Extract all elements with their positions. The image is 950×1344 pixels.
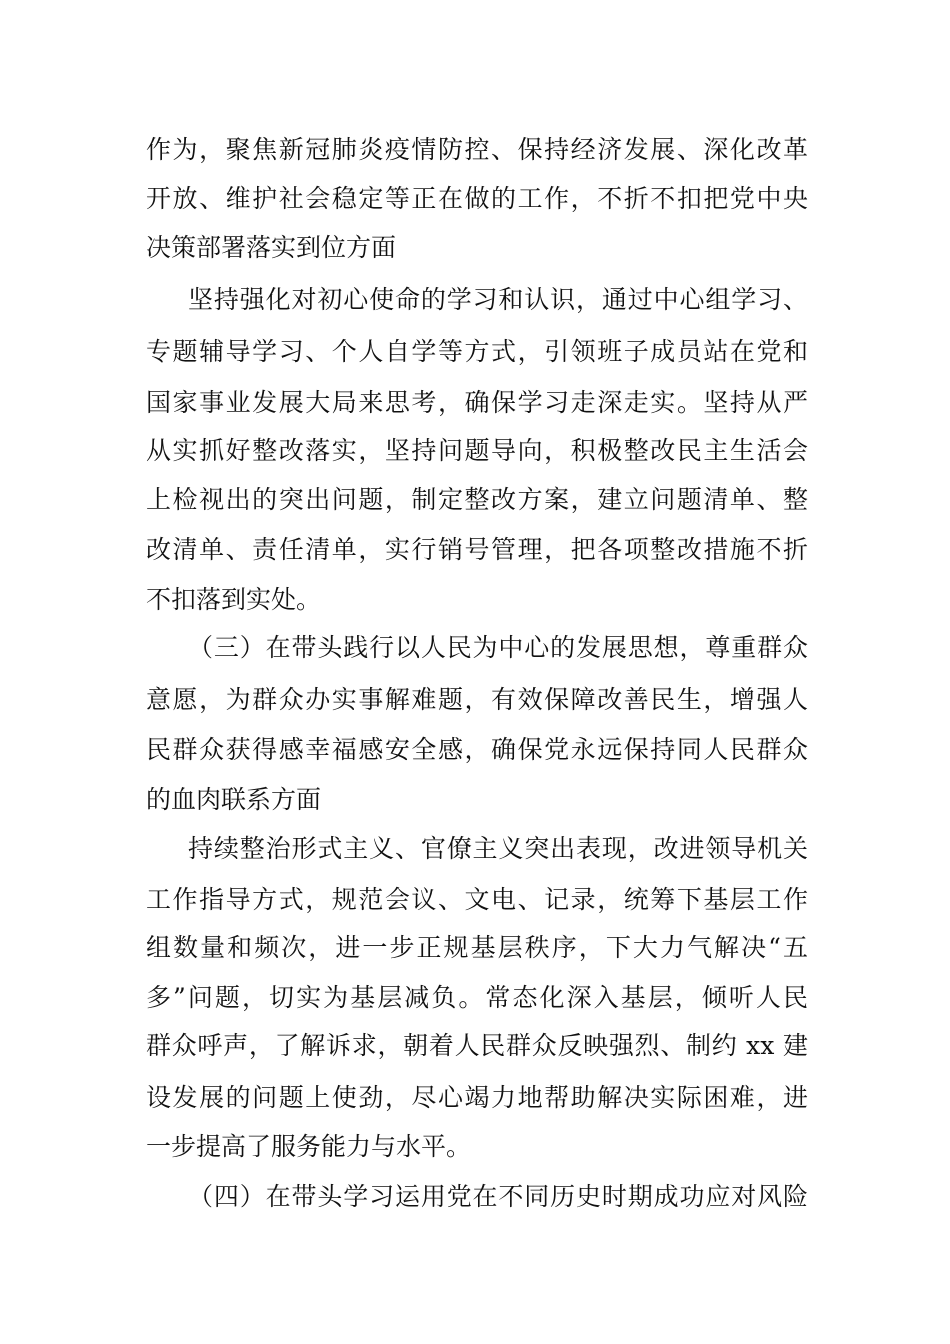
text-line: 多”问题，切实为基层减负。常态化深入基层，倾听人民 <box>146 983 808 1012</box>
paragraph-first-line: 持续整治形式主义、官僚主义突出表现，改进领导机关 <box>188 834 808 863</box>
text-line: 开放、维护社会稳定等正在做的工作，不折不扣把党中央 <box>146 184 808 213</box>
text-line: 上检视出的突出问题，制定整改方案，建立问题清单、整 <box>146 485 808 514</box>
text-line: 的血肉联系方面 <box>146 785 322 814</box>
text-line: 意愿，为群众办实事解难题，有效保障改善民生，增强人 <box>146 685 808 714</box>
text-line: 国家事业发展大局来思考，确保学习走深走实。坚持从严 <box>146 388 808 417</box>
text-line: 民群众获得感幸福感安全感，确保党永远保持同人民群众 <box>146 735 808 764</box>
text-line: 决策部署落实到位方面 <box>146 233 397 262</box>
section-heading-line: （三）在带头践行以人民为中心的发展思想，尊重群众 <box>188 633 808 662</box>
text-line: 不扣落到实处。 <box>146 585 322 614</box>
text-line: 工作指导方式，规范会议、文电、记录，统筹下基层工作 <box>146 885 808 914</box>
text-line: 专题辅导学习、个人自学等方式，引领班子成员站在党和 <box>146 337 808 366</box>
text-line: 一步提高了服务能力与水平。 <box>146 1132 472 1161</box>
text-line: 设发展的问题上使劲，尽心竭力地帮助解决实际困难，进 <box>146 1083 808 1112</box>
text-line: 作为，聚焦新冠肺炎疫情防控、保持经济发展、深化改革 <box>146 135 808 164</box>
text-line: 从实抓好整改落实，坚持问题导向，积极整改民主生活会 <box>146 436 808 465</box>
paragraph-first-line: 坚持强化对初心使命的学习和认识，通过中心组学习、 <box>188 285 808 314</box>
text-line: 组数量和频次，进一步正规基层秩序，下大力气解决“五 <box>146 933 808 962</box>
text-line: 改清单、责任清单，实行销号管理，把各项整改措施不折 <box>146 535 808 564</box>
section-heading-line: （四）在带头学习运用党在不同历史时期成功应对风险 <box>188 1182 808 1211</box>
text-line: 群众呼声，了解诉求，朝着人民群众反映强烈、制约 xx 建 <box>146 1031 808 1060</box>
